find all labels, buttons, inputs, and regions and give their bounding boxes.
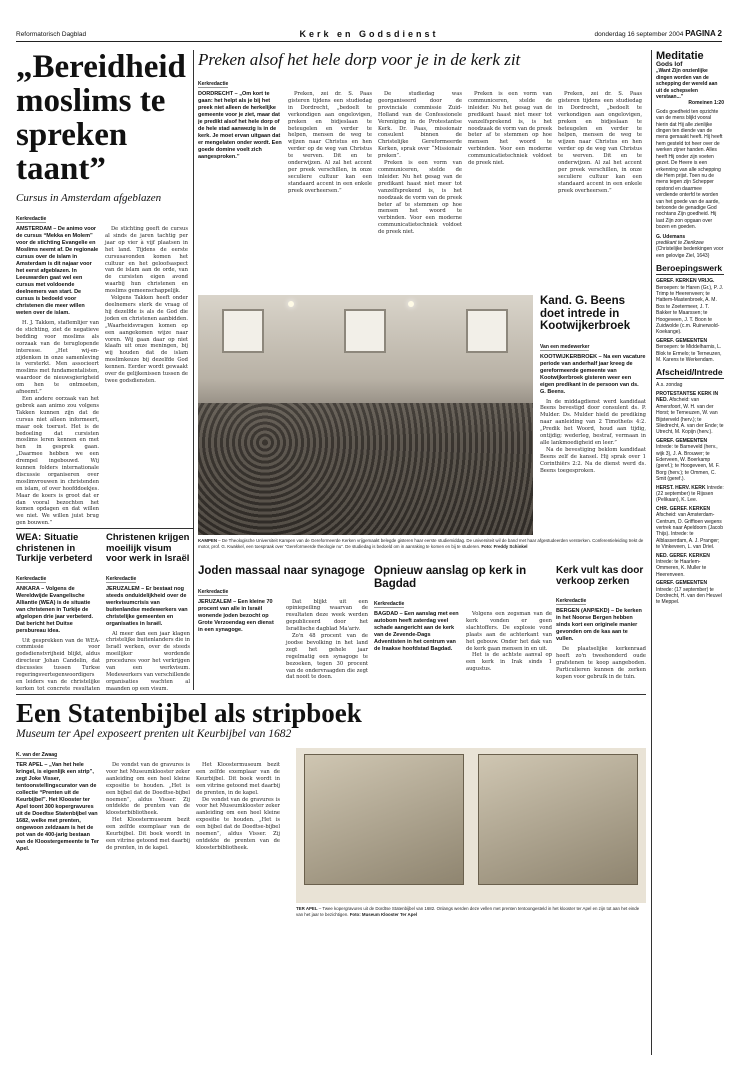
synagoge-col-1 bbox=[198, 599, 280, 682]
page-label: PAGINA bbox=[685, 29, 716, 38]
body-bagdad bbox=[466, 611, 552, 673]
kader-israel: Kerkredactie bbox=[106, 575, 137, 582]
meditatie-quote: „Want Zijn onzienlijke dingen worden van de schepping der wereld aan uit de schepselen verstaan...” bbox=[656, 68, 718, 101]
gravure-print-right bbox=[478, 754, 638, 885]
body-stripboek-1 bbox=[106, 762, 190, 853]
kader-bergen: Kerkredactie bbox=[556, 598, 587, 604]
paragraph: De stichting geeft de cursus al sinds de jaren tachtig per jaar op vier à vijf plaatsen in het land. Tijdens de eerste cursusavonden komen het cultuur en het geloofsaspect van de islam aan de orde, van de cursisten eigen avond waarbij hun christenen en moslims gemeenschappelijk. bbox=[105, 226, 188, 295]
moslims-col-1 bbox=[16, 226, 99, 525]
page-info bbox=[594, 29, 722, 38]
article-preken bbox=[198, 50, 646, 290]
byline-stripboek: K. van der Zwaag bbox=[16, 752, 58, 758]
church-name: GEREF. GEMEENTEN bbox=[656, 580, 708, 587]
body-synagoge bbox=[286, 599, 368, 682]
afscheid-entry bbox=[656, 391, 724, 436]
lede-stripboek: TER APEL – „Van het hele kringel, is eigenlijk een strip”, zegt Joke Visser, tentoonstellingscurator van de collectie “Prenten uit de Keurbijbel”. Het Klooster ter Apel toont 300 kopergravures uit de Doedtse Statenbijbel van 1682, welke met prenten, ongewoon zeldzaam is het de pot van de 400-jarig bestaan van de Kloostergemeente te Ter Apel. bbox=[16, 762, 100, 852]
photo-credit: Foto: Freddy Schinkel bbox=[481, 543, 528, 549]
church-name: GEREF. GEMEENTEN bbox=[656, 337, 708, 344]
afscheid-title: Afscheid/Intrede bbox=[656, 367, 723, 378]
afscheid-byline: A.s. zondag bbox=[656, 382, 683, 389]
article-moslims bbox=[16, 50, 188, 525]
kader-wea: Kerkredactie bbox=[16, 575, 47, 582]
article-wea bbox=[16, 533, 100, 691]
kader-synagoge: Kerkredactie bbox=[198, 588, 229, 595]
photo-audience bbox=[198, 403, 533, 535]
headline-bagdad: Opnieuw aanslag op kerk in Bagdad bbox=[374, 565, 527, 590]
kader-bagdad: Kerkredactie bbox=[374, 601, 405, 607]
byline-beens: Van een medewerker bbox=[540, 343, 590, 350]
article-synagoge bbox=[198, 565, 368, 691]
stripboek-col-1 bbox=[16, 762, 100, 853]
section-rule bbox=[16, 694, 646, 695]
meditatie-author-role: predikant te Zierikzee bbox=[656, 239, 704, 246]
paper-name: Reformatorisch Dagblad bbox=[16, 31, 87, 38]
body-preken-4 bbox=[558, 91, 642, 236]
photo-lamp bbox=[408, 301, 414, 307]
entry-text: Intrede: te Haarlem-Ommeren, K. Muller te Heerenveen. bbox=[656, 559, 707, 578]
body-preken-2 bbox=[378, 91, 462, 236]
meditatie-reference: Romeinen 1:20 bbox=[688, 100, 724, 107]
body-preken-3 bbox=[468, 91, 552, 236]
photo-kampen bbox=[198, 295, 533, 535]
paragraph: De vondst van de gravures is voor het Museumklooster zeker aanleiding om een heel kleine expositie te houden. „Het is een bijbel dat de Doedtse-bijbel noemen”, aldus Visser. Zij ontdekte de prenten van de kloosterbibliotheek. bbox=[196, 796, 280, 851]
body-israel bbox=[106, 631, 190, 692]
sidebar bbox=[656, 50, 724, 1058]
headline-moslims: „Bereidheid moslims te spreken taant” bbox=[16, 50, 186, 187]
beroepingswerk-entry bbox=[656, 278, 724, 336]
article-beens bbox=[540, 295, 646, 535]
paragraph: Volgens een zegsman van de kerk vonden er geen slachtoffers. De explosie vond plaats aan de achterkant van het gebouw. Onder het dak van de kerk gaan mensen in en uit. bbox=[466, 611, 552, 652]
lede-beens: KOOTWIJKERBROEK – Na een vacature periode van anderhalf jaar kreeg de gereformeerde gemeente van Kootwijkerbroek gisteren weer een eigen predikant in de persoon van ds. G. Beens. bbox=[540, 353, 646, 395]
column-rule bbox=[651, 50, 652, 1055]
subhead-moslims: Cursus in Amsterdam afgeblazen bbox=[16, 192, 162, 204]
lede-synagoge: JERUZALEM – Een kleine 70 procent van alle in Israël wonende joden bezocht op Grote Verzoendag een dienst in een synagoge. bbox=[198, 598, 274, 633]
church-name: NED. GEREF. KERKEN bbox=[656, 552, 710, 559]
preken-col-1 bbox=[198, 91, 282, 236]
paragraph: Een andere oorzaak van het gebrek aan animo zou volgens Takken kunnen zijn dat de cursus niet alleen informeert, maar ook toerust. Het is de bedoeling dat cursisten moslims leren kennen en met hen in gesprek gaan. „Daarmee hebben we een drempel ingebouwd. Wij kunnen folders internationale discussie organiseren over moslimvrouwen in christenden en islam, of over hoofddoekjes. Maar de koers is groot dat er dan vooral bezochten het komen opdagen en dat willen we niet. We willen juist brug gen bouwen.” bbox=[16, 395, 99, 525]
meditatie-title: Meditatie bbox=[656, 50, 704, 62]
afscheid-entry bbox=[656, 485, 724, 504]
headline-wea: WEA: Situatie christenen in Turkije verbeterd bbox=[16, 533, 93, 564]
lede-israel: JERUZALEM – Er bestaat nog steeds onduidelijkheid over de werkvisumcrisis van buitenlandse medewerkers van christelijke gemeenten en organisaties in Israël. bbox=[106, 585, 188, 627]
caption-text: – De Theologische Universiteit Kampen van de Gereformeerde Kerken vrijgemaakt belegde gisteren haar eerste studiemiddag. De universiteit wil de band met haar afgestudeerden versterken. Conferentieleiding trekt de motor, prof. G. Kwakkel, een toespraak over “Gereformeerde theologie nu”. De studiedag is bedoeld om in aanraking te komen en bij te studeren. bbox=[198, 538, 644, 549]
caption-lead: KAMPEN bbox=[198, 538, 218, 543]
paragraph: Het Kloostermuseum bezit een zelfde exemplaar van de Keurbijbel. Dit boek wordt in een vitrine getoond met daarbij de prenten, in de kapel. bbox=[106, 817, 190, 851]
body-moslims-1 bbox=[16, 320, 99, 525]
gravure-print-left bbox=[304, 754, 464, 885]
meditatie-source: (Christelijke bedenkingen voor een gelovige Ziel, 1643) bbox=[656, 246, 724, 259]
section-rule bbox=[16, 528, 193, 529]
article-bagdad bbox=[374, 565, 552, 691]
entry-text: Beroepen: te Middelharnis, L. Blok te Ermelo; te Terneuzen, M. Karens te Werkendam. bbox=[656, 344, 722, 364]
paragraph: Zo'n 48 procent van de joodse bevolking in het land zegt het gehele jaar regelmatig een synagoge te bezoeken, tegen 30 procent van de ondervraagden die zegt dat nooit te doen. bbox=[286, 633, 368, 681]
church-name: HERST. HERV. KERK bbox=[656, 484, 706, 491]
photo-window bbox=[466, 309, 508, 353]
beroepingswerk-entry bbox=[656, 338, 724, 364]
issue-date: donderdag 16 september 2004 bbox=[594, 31, 684, 38]
headline-stripboek: Een Statenbijbel als stripboek bbox=[16, 698, 362, 728]
lede-bagdad: BAGDAD – Een aanslag met een autobom heeft zaterdag veel schade aangericht aan de kerk van de Zevende-Dags Adventisten in het centrum van de Iraakse hoofdstad Bagdad. bbox=[374, 611, 459, 652]
caption-text: – Twee kopergravures uit de Dordtse Statenbijbel van 1682. Onlangs werden deze vellen met prenten tentoongesteld in het klooster ter Apel en zijn tot aan het einde van het jaar te bezichtigen. bbox=[296, 906, 640, 917]
paragraph: H. J. Takken, staflemlijer van de stichting, ziet de negatieve bedding voor moslims als oorzaak van de teruglopende interesse. „Het wij-en-zijdenken in onze samenleving is versterkt. Men associeert moslims met fundamentalisten, waardoor de nieuwsgierigheid om hen te ontmoeten, afneemt.” bbox=[16, 320, 99, 396]
headline-bergen: Kerk vult kas door verkoop zerken bbox=[556, 565, 644, 587]
body-beens bbox=[540, 399, 646, 475]
entry-text: Beroepen: te Haren (Gr.), P. J. Trimp te Heerenveen; te Hattem-Mastenbroek, A. M. Bos te Zoetermeer, J. T. Bakker te Maarssen; te Hoogeveen, J. T. Boon te Zuidwolde (c.m. Ruinerwold-Koekange). bbox=[656, 284, 724, 336]
paragraph: Dat blijkt uit een opiniepeiling waarvan de resultaten deze week werden gepubliceerd door het Israëlische dagblad Ma'ariv. bbox=[286, 598, 368, 633]
preken-columns bbox=[198, 91, 646, 236]
paragraph: Preken, zei dr. S. Paas gisteren tijdens een studiedag in Dordrecht, „bedoelt te verkondigen aan ongelovigen, preken en bidjeslaan te beteugelen en verder te helpen, mensen de weg te wijzen naar Christus en hen verder op de weg van Christus te werven. Dit en te onderwijzen. Al zal het accent per preek verschillen, in onze seculiere cultuur kan een standaard accent in een enkele preek overheersen.” bbox=[288, 91, 372, 194]
church-name: GEREF. KERKEN VRIJG. bbox=[656, 278, 715, 285]
paragraph: Preken, zei dr. S. Paas gisteren tijdens een studiedag in Dordrecht, „bedoelt te verkondigen aan ongelovigen, preken en bidjeslaan te beteugelen en verder te helpen, mensen de weg te wijzen naar Christus en hen verder op de weg van Christus te werven. Dit en te onderwijzen. Al zal het accent per preek verschillen, in onze seculiere cultuur kan een standaard accent in een enkele preek overheersen.” bbox=[558, 91, 642, 194]
church-name: PROTESTANTSE KERK IN NED. bbox=[656, 390, 719, 404]
meditatie-body: Gods goedheid ten opzichte van de mens blijkt vooral hierin dat Hij alle zienlijke dingen ten diende van de mens gemaakt heeft. Hij heeft hem gesteld tot heer over de werken zijner handen. Alles heeft Hij onder zijn voeten gezet. De Heere is een erkenning van alle schepping die Hem prijst. Toen nu de mens tegen zijn Schepper opstond en daarmee verdiende onterfd te worden van het goede van de aarde, betoonde de genadige God nochtans Zijn goedheid. Hij laat Zijn zon opgaan over bozen en goeden. bbox=[656, 108, 723, 231]
moslims-columns bbox=[16, 226, 188, 525]
page-number: 2 bbox=[717, 29, 722, 38]
caption-stripboek bbox=[296, 906, 646, 917]
paragraph: De plaatselijke kerkenraad heeft zo'n tweehonderd oude grafstenen te koop aangeboden. Particulieren kunnen de zerken kopen voor gebruik in de tuin. bbox=[556, 646, 646, 680]
body-moslims-2 bbox=[105, 226, 188, 525]
headline-synagoge: Joden massaal naar synagoge bbox=[198, 565, 365, 577]
paragraph: De vondst van de gravures is voor het Museumklooster zeker aanleiding om een heel kleine expositie te houden. „Het is een bijbel dat de Doedtse-bijbel noemen”, aldus Visser. Zij ontdekte de prenten van de kloosterbibliotheek. bbox=[106, 762, 190, 817]
afscheid-entry bbox=[656, 438, 724, 483]
bagdad-columns bbox=[374, 611, 552, 673]
lede-moslims: AMSTERDAM – De animo voor de cursus “Mekka en Molem” voor de stichting Evangelie en Moslims neemt af. De regionale cursus over de islam in Amsterdam is dit najaar voor het eerst afgeblazen. In Leeuwarden gaat wel een cursus met voldoende deelnemers van start. De cursus is bedoeld voor christenen die meer willen weten over de islam. bbox=[16, 226, 99, 316]
meditatie-subtitle: Gods lof bbox=[656, 61, 683, 68]
column-rule bbox=[193, 50, 194, 690]
entry-text: Intrede: (17 september) te Dordrecht, H. van den Heuvel te Meppel. bbox=[656, 586, 722, 606]
paragraph: Preken is een vorm van communiceren, stelde de inleider. Nu het gesag van de predikant haast niet meer tot vanzelfsprekend is, is het noodzaak de vorm van de preek beter af te stemmen op hoe mensen het woord te verbinden. Voor een moderne communicatietechniek voldoet de preek niet. bbox=[378, 160, 462, 236]
lede-wea: ANKARA – Volgens de Wereldwijde Evangelische Alliantie (WEA) is de situatie van christenen in Turkije de afgelopen drie jaar verbeterd. Dat bericht het Duitse persbureau idea. bbox=[16, 585, 94, 634]
photo-window bbox=[222, 309, 264, 353]
lede-bergen: BERGEN (ANP/EKD) – De kerken in het Noorse Bergen hebben sinds kort een originele manier gevonden om de kas aan te vullen. bbox=[556, 608, 642, 642]
masthead bbox=[16, 20, 722, 42]
paragraph: In de middagdienst werd kandidaat Beens bevestigd door consulent ds. P. Mulder. Ds. Mulder hield de prediking naar aanleiding van 2 Timotheüs 4:2. „Predik het Woord, houd aan tijdig, ontijdig; wederleg, bestraf, vermaan in alle lankmoedigheid en leer.” bbox=[540, 398, 646, 446]
bagdad-col-1 bbox=[374, 611, 460, 673]
caption-kampen bbox=[198, 538, 646, 549]
church-name: GEREF. GEMEENTEN bbox=[656, 437, 708, 444]
paragraph: Volgens Takken heeft onder deelnemers sterk de vraag of hij dezelfde is als de God die joden en christenen aanbidden. „Waarheidsvragen komen op een aangekomen wijze naar voren. Wij gaan daar op niet klaafn uit onze meningen, bij wij houden dat de islam moslimkeuze bij dezelfde God kennen. Eerder wordt gewaakt over de gelijkenissen tussen de twee godsdiensten. bbox=[105, 295, 188, 384]
subhead-stripboek: Museum ter Apel exposeert prenten uit Keurbijbel van 1682 bbox=[16, 728, 292, 740]
synagoge-columns bbox=[198, 599, 368, 682]
meditatie-author: G. Udemans bbox=[656, 233, 686, 240]
body-preken-1 bbox=[288, 91, 372, 236]
paragraph: Preken is een vorm van communiceren, stelde de inleider. Nu het gesag van de predikant haast niet meer tot vanzelfsprekend is, is het noodzaak de vorm van de preek beter af te stemmen op hoe mensen het woord te verbinden. Voor een moderne communicatietechniek voldoet de preek niet. bbox=[468, 91, 552, 167]
paragraph: Het is de achtste aanval op een kerk in Irak sinds 1 augustus. bbox=[466, 652, 552, 673]
section-title: Kerk en Godsdienst bbox=[299, 29, 439, 39]
stripboek-prints bbox=[296, 748, 646, 903]
photo-lamp bbox=[288, 301, 294, 307]
body-stripboek-2 bbox=[196, 762, 280, 853]
afscheid-entry bbox=[656, 580, 724, 606]
entry-text: Afscheid: van Amsterdam-Centrum, D. Griffioen wegens vertrek naar Apeldoorn (Jacob Thijs). Intrede: te Alblasserdam, A. J. Pranger; te Vinkeveen, L. van Driel. bbox=[656, 512, 723, 551]
headline-israel: Christenen krijgen moeilijk visum voor werk in Israël bbox=[106, 533, 190, 564]
paragraph: Uit gesprekken van de WEA-commissie voor godsdienstvrijheid blijkt, aldus directeur Johan Candelin, dat discussies tussen Turkse regeringsvertegenwoordigers en leiders van de christelijke kerken tot concrete resultaten bbox=[16, 637, 100, 691]
paragraph: De studiedag was georganiseerd door de provinciale commissie Zuid-Holland van de Confessionele Vereniging in de Protestantse Kerk. Dr. Paas, missionair consulent binnen de Christelijke Gereformeerde Kerken, sprak over “Missionair preken”. bbox=[378, 91, 462, 160]
entry-text: Intrede: te Barneveld (herv., wijk 3), J. A. Brouwer; te Ederveen, W. Boerkamp (geref.); te Hoogeveen, M. F. Borg (herv.); te Ommen, C. Smit (geref.). bbox=[656, 444, 720, 483]
entry-text: Afscheid: van Amersfoort, W. H. van der Horst; te Terneuzen, W. van Bijsterveld (herv.); te Sliedrecht, A. van der Ende; te Utrecht, M. Kopijn (herv.). bbox=[656, 397, 724, 436]
headline-preken: Preken alsof het hele dorp voor je in de kerk zit bbox=[198, 50, 521, 69]
beroepingswerk-title: Beroepingswerk bbox=[656, 263, 723, 274]
kader-moslims: Kerkredactie bbox=[16, 216, 47, 222]
afscheid-entry bbox=[656, 506, 724, 551]
body-wea bbox=[16, 638, 100, 692]
article-bergen bbox=[556, 565, 646, 691]
caption-lead: TER APEL bbox=[296, 906, 318, 911]
article-israel bbox=[106, 533, 190, 691]
paragraph: Al meer dan een jaar klagen christelijke buitenlanders die in Israël werken, over de steeds moeilijker wordende procedures voor het verkrijgen van een werkvisum. Medewerkers van verschillende organisaties wachten al maanden op een visum. bbox=[106, 630, 190, 691]
church-name: CHR. GEREF. KERKEN bbox=[656, 505, 711, 512]
photo-credit: Foto: Museum Klooster Ter Apel bbox=[349, 911, 418, 917]
body-bergen bbox=[556, 646, 646, 681]
paragraph: Het Kloostermuseum bezit een zelfde exemplaar van de Keurbijbel. Dit boek wordt in een vitrine getoond met daarbij de prenten, in de kapel. bbox=[196, 762, 280, 796]
lede-preken: DORDRECHT – „Om kort te gaan: het helpt als je bij het preek niet alleen de herkelijke gemeente voor je ziet, maar dat je predikt alsof het hele dorp of de hele stad aanwezig is in de kerk. Je moet ervan uitgaan dat er mengelaten onder wordt. Een goede domine voelt zich aangesproken.” bbox=[198, 91, 282, 160]
entry-text: Intrede: (22 september) te Rijssen (Pelikaan), K. Lee. bbox=[656, 484, 724, 504]
afscheid-entry bbox=[656, 553, 724, 579]
kader-preken: Kerkredactie bbox=[198, 81, 229, 87]
paragraph: Na de bevestiging beklom kandidaat Beens zelf de kansel. Hij sprak over 1 Corinthiërs 2:2. Na de dienst werd ds. Beens toegesproken. bbox=[540, 446, 646, 474]
headline-beens: Kand. G. Beens doet intrede in Kootwijkerbroek bbox=[540, 295, 631, 332]
photo-window bbox=[344, 309, 386, 353]
